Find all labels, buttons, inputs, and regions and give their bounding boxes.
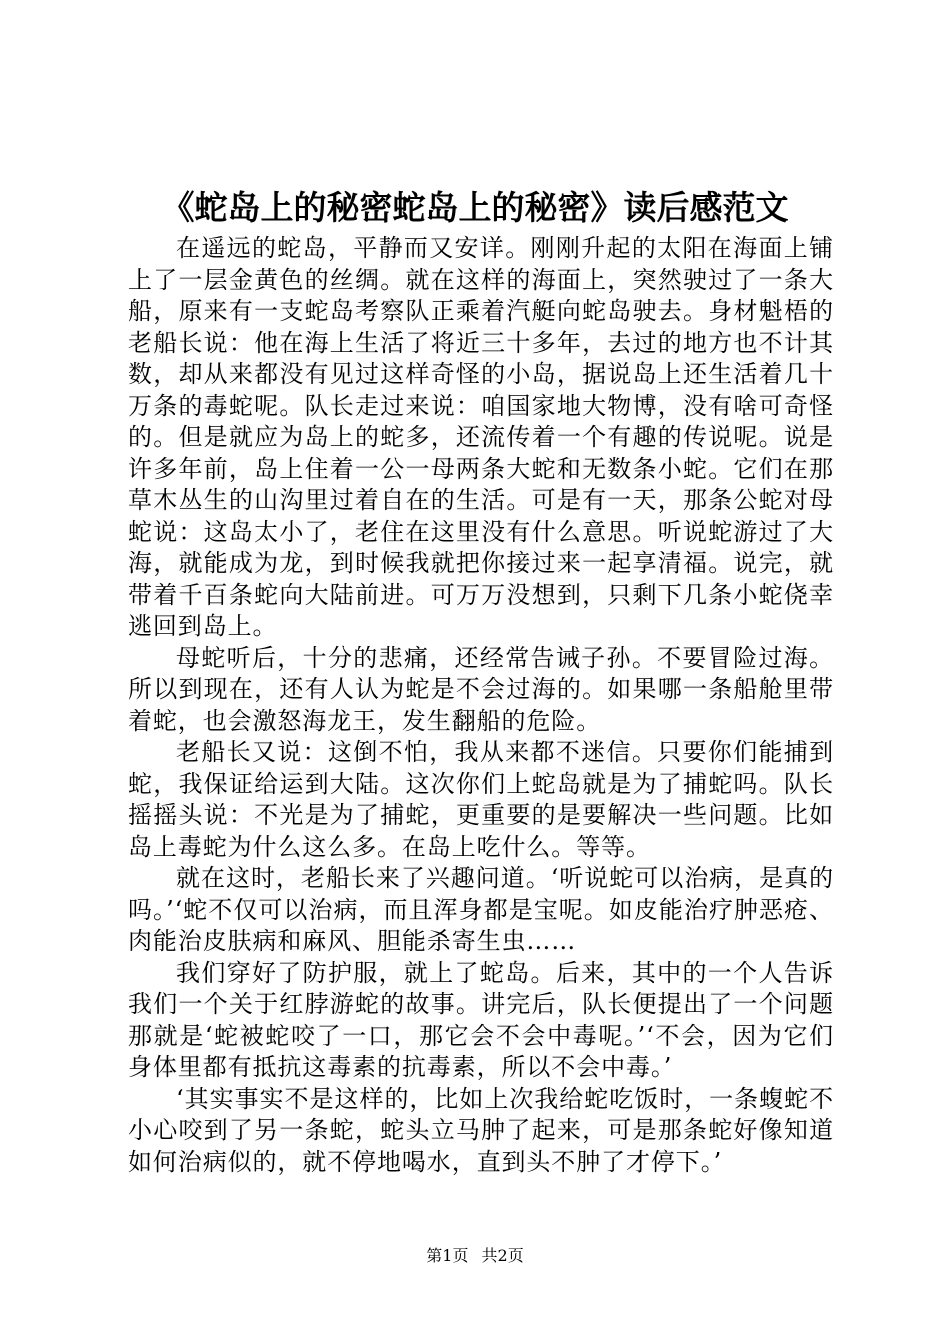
paragraph-3: 老船长又说：这倒不怕，我从来都不迷信。只要你们能捕到蛇，我保证给运到大陆。这次你们上蛇岛就是为了捕蛇吗。队长摇摇头说：不光是为了捕蛇，更重要的是要解决一些问题。比如岛上毒蛇为什么这么多。在岛上吃什么。等等。 <box>128 738 834 861</box>
paragraph-5: 我们穿好了防护服，就上了蛇岛。后来，其中的一个人告诉我们一个关于红脖游蛇的故事。讲完后，队长便提出了一个问题那就是‘蛇被蛇咬了一口，那它会不会中毒呢。’‘不会，因为它们身体里都有抵抗这毒素的抗毒素，所以不会中毒。’ <box>128 958 834 1081</box>
paragraph-4: 就在这时，老船长来了兴趣问道。‘听说蛇可以治病，是真的吗。’‘蛇不仅可以治病，而且浑身都是宝呢。如皮能治疗肿恶疮、肉能治皮肤病和麻风、胆能杀寄生虫…… <box>128 864 834 955</box>
page-footer <box>0 1244 950 1268</box>
paragraph-2: 母蛇听后，十分的悲痛，还经常告诫子孙。不要冒险过海。所以到现在，还有人认为蛇是不会过海的。如果哪一条船舱里带着蛇，也会激怒海龙王，发生翻船的危险。 <box>128 643 834 735</box>
document-title: 《蛇岛上的秘密蛇岛上的秘密》读后感范文 <box>161 188 789 227</box>
document-body <box>128 233 834 1178</box>
paragraph-1: 在遥远的蛇岛，平静而又安详。刚刚升起的太阳在海面上铺上了一层金黄色的丝绸。就在这样的海面上，突然驶过了一条大船，原来有一支蛇岛考察队正乘着汽艇向蛇岛驶去。身材魁梧的老船长说：他在海上生活了将近三十多年，去过的地方也不计其数，却从来都没有见过这样奇怪的小岛，据说岛上还生活着几十万条的毒蛇呢。队长走过来说：咱国家地大物博，没有啥可奇怪的。但是就应为岛上的蛇多，还流传着一个有趣的传说呢。说是许多年前，岛上住着一公一母两条大蛇和无数条小蛇。它们在那草木丛生的山沟里过着自在的生活。可是有一天，那条公蛇对母蛇说：这岛太小了，老住在这里没有什么意思。听说蛇游过了大海，就能成为龙，到时候我就把你接过来一起享清福。说完，就带着千百条蛇向大陆前进。可万万没想到，只剩下几条小蛇侥幸逃回到岛上。 <box>128 234 834 640</box>
page-number: 第1页 <box>426 1246 469 1265</box>
page-total: 共2页 <box>481 1246 524 1265</box>
paragraph-6: ‘其实事实不是这样的，比如上次我给蛇吃饭时，一条蝮蛇不小心咬到了另一条蛇，蛇头立马肿了起来，可是那条蛇好像知道如何治病似的，就不停地喝水，直到头不肿了才停下。’ <box>128 1084 834 1176</box>
